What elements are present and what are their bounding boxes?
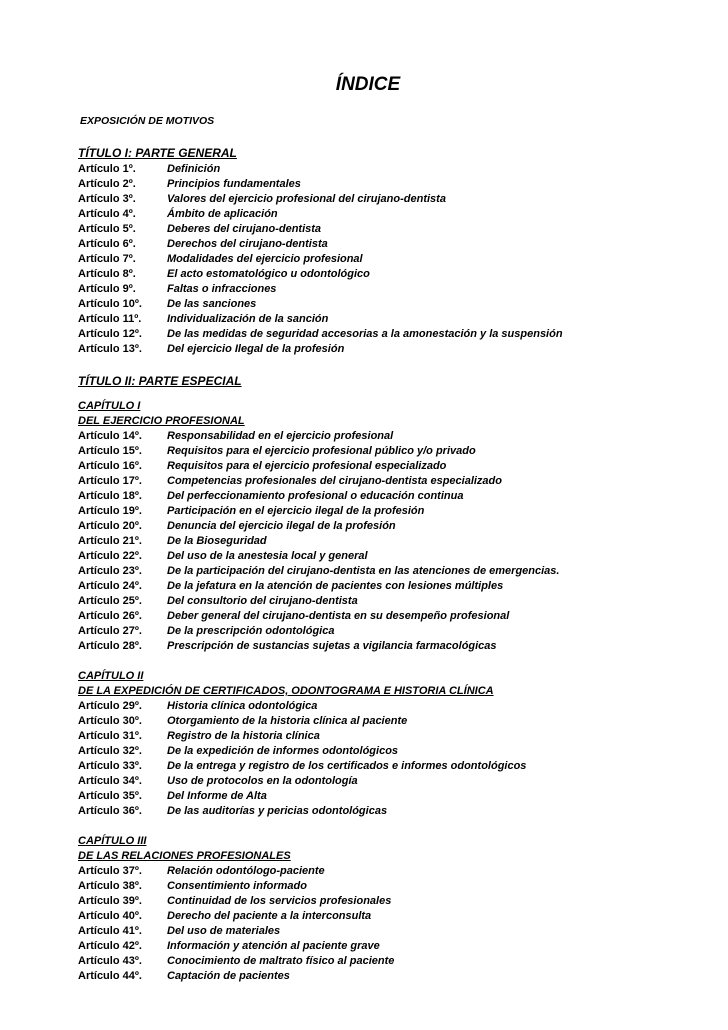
article-number: Artículo 28º. (78, 640, 142, 652)
article-row (78, 594, 718, 609)
article-number: Artículo 16º. (78, 460, 142, 472)
article-number: Artículo 31º. (78, 730, 142, 742)
capitulo-2-name: DE LA EXPEDICIÓN DE CERTIFICADOS, ODONTOGRAMA E HISTORIA CLÍNICA (78, 685, 494, 697)
article-row (78, 924, 718, 939)
article-number: Artículo 33º. (78, 760, 142, 772)
article-title: Del Informe de Alta (167, 790, 267, 802)
article-number: Artículo 11º. (78, 313, 142, 325)
article-number: Artículo 43º. (78, 955, 142, 967)
article-title: De la participación del cirujano-dentista en las atenciones de emergencias. (167, 565, 560, 577)
article-row (78, 864, 718, 879)
article-row (78, 804, 718, 819)
article-number: Artículo 41º. (78, 925, 142, 937)
article-title: Información y atención al paciente grave (167, 940, 380, 952)
article-title: Modalidades del ejercicio profesional (167, 253, 363, 265)
article-number: Artículo 5º. (78, 223, 136, 235)
article-number: Artículo 27º. (78, 625, 142, 637)
article-row (78, 774, 718, 789)
article-title: De la jefatura en la atención de pacientes con lesiones múltiples (167, 580, 504, 592)
titulo-1-articles (78, 162, 718, 357)
article-row (78, 699, 718, 714)
article-title: Individualización de la sanción (167, 313, 329, 325)
article-number: Artículo 26º. (78, 610, 142, 622)
article-row (78, 222, 718, 237)
article-title: Responsabilidad en el ejercicio profesional (167, 430, 394, 442)
article-number: Artículo 35º. (78, 790, 142, 802)
article-row (78, 162, 718, 177)
article-row (78, 342, 718, 357)
article-number: Artículo 37º. (78, 865, 142, 877)
article-number: Artículo 29º. (78, 700, 142, 712)
article-number: Artículo 40º. (78, 910, 142, 922)
article-number: Artículo 23º. (78, 565, 142, 577)
article-number: Artículo 30º. (78, 715, 142, 727)
article-row (78, 282, 718, 297)
article-title: Del uso de la anestesia local y general (167, 550, 368, 562)
article-title: Faltas o infracciones (167, 283, 277, 295)
article-number: Artículo 39º. (78, 895, 142, 907)
article-number: Artículo 2º. (78, 178, 136, 190)
article-title: Historia clínica odontológica (167, 700, 318, 712)
article-title: De la Bioseguridad (167, 535, 267, 547)
article-title: El acto estomatológico u odontológico (167, 268, 370, 280)
article-number: Artículo 10º. (78, 298, 142, 310)
article-title: Captación de pacientes (167, 970, 290, 982)
capitulo-1-label: CAPÍTULO I (78, 400, 141, 412)
article-row (78, 894, 718, 909)
article-number: Artículo 12º. (78, 328, 142, 340)
article-row (78, 759, 718, 774)
article-title: Denuncia del ejercicio ilegal de la profesión (167, 520, 396, 532)
article-row (78, 879, 718, 894)
capitulo-2-label: CAPÍTULO II (78, 670, 144, 682)
article-row (78, 939, 718, 954)
article-title: De la entrega y registro de los certificados e informes odontológicos (167, 760, 527, 772)
table-of-contents (78, 144, 718, 984)
article-row (78, 534, 718, 549)
article-title: De las sanciones (167, 298, 257, 310)
article-title: Del consultorio del cirujano-dentista (167, 595, 358, 607)
article-number: Artículo 6º. (78, 238, 136, 250)
article-number: Artículo 1º. (78, 163, 136, 175)
article-number: Artículo 22º. (78, 550, 142, 562)
article-number: Artículo 13º. (78, 343, 142, 355)
article-number: Artículo 36º. (78, 805, 142, 817)
article-title: Principios fundamentales (167, 178, 301, 190)
article-title: Del perfeccionamiento profesional o educación continua (167, 490, 464, 502)
article-number: Artículo 25º. (78, 595, 142, 607)
article-title: Continuidad de los servicios profesionales (167, 895, 392, 907)
article-title: Derechos del cirujano-dentista (167, 238, 328, 250)
capitulo-3-articles (78, 864, 718, 984)
titulo-1-heading: TÍTULO I: PARTE GENERAL (78, 146, 237, 160)
capitulo-3-name: DE LAS RELACIONES PROFESIONALES (78, 850, 291, 862)
article-row (78, 327, 718, 342)
article-number: Artículo 42º. (78, 940, 142, 952)
article-row (78, 237, 718, 252)
article-title: Registro de la historia clínica (167, 730, 320, 742)
article-row (78, 504, 718, 519)
article-title: Ámbito de aplicación (167, 208, 278, 220)
article-row (78, 267, 718, 282)
article-row (78, 954, 718, 969)
article-title: De la prescripción odontológica (167, 625, 335, 637)
article-number: Artículo 3º. (78, 193, 136, 205)
article-row (78, 177, 718, 192)
article-row (78, 789, 718, 804)
article-title: Competencias profesionales del cirujano-dentista especializado (167, 475, 502, 487)
article-title: Requisitos para el ejercicio profesional especializado (167, 460, 447, 472)
article-row (78, 714, 718, 729)
article-row (78, 564, 718, 579)
article-row (78, 489, 718, 504)
article-title: De la expedición de informes odontológicos (167, 745, 399, 757)
article-row (78, 252, 718, 267)
article-number: Artículo 21º. (78, 535, 142, 547)
exposicion-motivos: EXPOSICIÓN DE MOTIVOS (80, 115, 215, 127)
article-title: Uso de protocolos en la odontología (167, 775, 358, 787)
article-title: Valores del ejercicio profesional del cirujano-dentista (167, 193, 446, 205)
article-title: Del ejercicio Ilegal de la profesión (167, 343, 345, 355)
article-number: Artículo 44º. (78, 970, 142, 982)
article-row (78, 549, 718, 564)
article-row (78, 192, 718, 207)
capitulo-2-articles (78, 699, 718, 819)
article-title: Prescripción de sustancias sujetas a vigilancia farmacológicas (167, 640, 497, 652)
article-number: Artículo 20º. (78, 520, 142, 532)
article-row (78, 474, 718, 489)
article-title: Definición (167, 163, 221, 175)
article-number: Artículo 15º. (78, 445, 142, 457)
index-title: ÍNDICE (335, 74, 401, 95)
article-title: De las auditorías y pericias odontológicas (167, 805, 388, 817)
article-row (78, 429, 718, 444)
article-number: Artículo 8º. (78, 268, 136, 280)
article-title: Participación en el ejercicio ilegal de la profesión (167, 505, 425, 517)
article-number: Artículo 24º. (78, 580, 142, 592)
article-title: Derecho del paciente a la interconsulta (167, 910, 372, 922)
article-row (78, 297, 718, 312)
article-row (78, 909, 718, 924)
article-number: Artículo 17º. (78, 475, 142, 487)
article-title: Deber general del cirujano-dentista en su desempeño profesional (167, 610, 510, 622)
article-title: Relación odontólogo-paciente (167, 865, 325, 877)
article-row (78, 639, 718, 654)
article-number: Artículo 4º. (78, 208, 136, 220)
capitulo-3-label: CAPÍTULO III (78, 835, 147, 847)
article-number: Artículo 34º. (78, 775, 142, 787)
article-row (78, 312, 718, 327)
article-title: Otorgamiento de la historia clínica al paciente (167, 715, 408, 727)
article-row (78, 207, 718, 222)
article-number: Artículo 19º. (78, 505, 142, 517)
capitulo-1-name: DEL EJERCICIO PROFESIONAL (78, 415, 245, 427)
article-number: Artículo 38º. (78, 880, 142, 892)
article-title: Del uso de materiales (167, 925, 281, 937)
article-row (78, 969, 718, 984)
article-number: Artículo 14º. (78, 430, 142, 442)
article-row (78, 444, 718, 459)
article-title: De las medidas de seguridad accesorias a la amonestación y la suspensión (167, 328, 563, 340)
article-number: Artículo 32º. (78, 745, 142, 757)
article-title: Deberes del cirujano-dentista (167, 223, 322, 235)
article-row (78, 519, 718, 534)
article-title: Consentimiento informado (167, 880, 307, 892)
article-row (78, 624, 718, 639)
article-title: Conocimiento de maltrato físico al paciente (167, 955, 395, 967)
article-row (78, 609, 718, 624)
article-row (78, 729, 718, 744)
article-title: Requisitos para el ejercicio profesional público y/o privado (167, 445, 476, 457)
article-row (78, 459, 718, 474)
article-number: Artículo 18º. (78, 490, 142, 502)
article-number: Artículo 7º. (78, 253, 136, 265)
article-number: Artículo 9º. (78, 283, 136, 295)
capitulo-1-articles (78, 429, 718, 654)
article-row (78, 579, 718, 594)
titulo-2-heading: TÍTULO II: PARTE ESPECIAL (78, 374, 242, 388)
article-row (78, 744, 718, 759)
